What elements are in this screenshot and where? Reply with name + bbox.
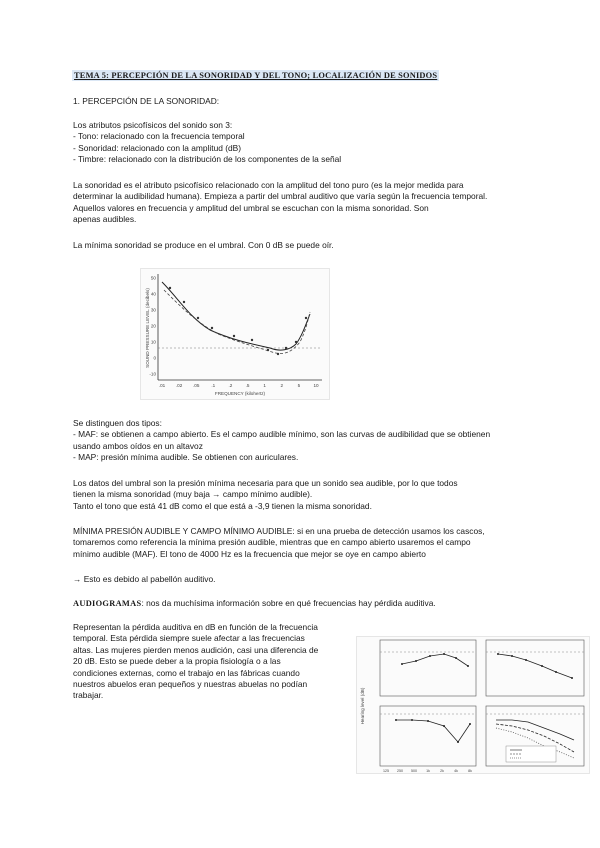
page-title: TEMA 5: PERCEPCIÓN DE LA SONORIDAD Y DEL TONO; LOCALIZACIÓN DE SONIDOS [74, 71, 438, 80]
x-tick-label: 1k [426, 769, 430, 773]
x-tick-label: .05 [193, 383, 200, 388]
text-line: MÍNIMA PRESIÓN AUDIBLE Y CAMPO MÍNIMO AUDIBLE: si en una prueba de detección usamos los cascos, [73, 526, 485, 536]
x-tick-label: .2 [228, 383, 233, 388]
text-line: tomaremos como referencia la mínima presión audible, mientras que en campo abierto usaremos el campo [73, 537, 471, 548]
text-line: Los datos del umbral son la presión mínima necesaria para que un sonido sea audible, por lo que todos [73, 478, 458, 488]
list-item: - Timbre: relacionado con la distribución de los componentes de la señal [73, 154, 342, 165]
paragraph-audiogramas [73, 598, 533, 609]
x-tick-label: 10 [313, 383, 319, 388]
tipos-block [73, 418, 533, 464]
paragraph-pabellon: → Esto es debido al pabellón auditivo. [73, 574, 216, 584]
text-line: - MAP: presión mínima audible. Se obtienen con auriculares. [73, 452, 299, 463]
text-line: usando ambos oídos en un altavoz [73, 440, 203, 451]
paragraph-perdida [73, 622, 345, 702]
audiogramas-label: AUDIOGRAMAS [73, 599, 142, 608]
y-tick-label: -10 [149, 371, 156, 377]
text-line: nuestros abuelos eran pequeños y nuestras abuelas no podían [73, 679, 308, 690]
x-tick-label: 250 [397, 769, 403, 773]
x-tick-label: .02 [175, 383, 183, 388]
x-tick-label: 1 [263, 383, 266, 388]
text-line: La sonoridad es el atributo psicofísico relacionado con la amplitud del tono puro (es la mejor medida para [73, 180, 464, 190]
y-tick-label: 0 [153, 355, 156, 361]
y-tick-label: 50 [150, 275, 156, 281]
x-tick-label: 5 [297, 383, 301, 388]
paragraph-minima: La mínima sonoridad se produce en el umbral. Con 0 dB se puede oír. [73, 240, 334, 250]
section-heading: 1. PERCEPCIÓN DE LA SONORIDAD: [73, 96, 220, 106]
text-line: altas. Las mujeres pierden menos audición, casi una diferencia de [73, 644, 319, 655]
audiogram-ylabel: Hearing level (dB) [360, 687, 365, 725]
x-tick-label: 2 [280, 383, 284, 388]
text-line: determinar la audibilidad humana). Empieza a partir del umbral auditivo que varía según la frecuencia temporal. [73, 191, 488, 202]
attributes-list [73, 120, 533, 166]
y-tick-label: 40 [150, 291, 156, 297]
y-tick-label: 30 [150, 307, 156, 313]
text-line: 20 dB. Esto se puede deber a la propia fisiología o a las [73, 656, 281, 667]
text-line: Tanto el tono que está 41 dB como el que está a -3,9 tienen la misma sonoridad. [73, 500, 372, 511]
text-line: Aquellos valores en frecuencia y amplitud del umbral se escuchan con la misma sonoridad. Son [73, 202, 429, 213]
x-tick-label: .5 [245, 383, 250, 388]
y-tick-label: 10 [150, 339, 156, 345]
list-item: - Tono: relacionado con la frecuencia temporal [73, 131, 245, 142]
chart-xlabel: FREQUENCY (kilohertz) [214, 391, 266, 396]
threshold-chart [140, 268, 330, 400]
x-tick-label: 8k [468, 769, 472, 773]
x-tick-label: 4k [454, 769, 458, 773]
paragraph-sonoridad [73, 180, 533, 226]
text-line: apenas audibles. [73, 214, 137, 225]
paragraph-datos-umbral [73, 478, 533, 512]
attributes-intro: Los atributos psicofísicos del sonido son 3: [73, 120, 233, 130]
text-line: - MAF: se obtienen a campo abierto. Es el campo audible mínimo, son las curvas de audibilidad que se obtienen [73, 429, 491, 440]
text-line: mínimo audible (MAF). El tono de 4000 Hz es la frecuencia que mejor se oye en campo abierto [73, 548, 426, 559]
threshold-chart-svg [140, 268, 330, 400]
y-tick-label: 20 [150, 323, 156, 329]
text-line: tienen la misma sonoridad (muy baja → campo mínimo audible). [73, 489, 313, 500]
x-tick-label: .1 [211, 383, 216, 388]
text-line: condiciones externas, como el trabajo en las fábricas cuando [73, 667, 300, 678]
paragraph-minima-presion [73, 526, 533, 560]
x-tick-label: .01 [158, 383, 166, 388]
chart-ylabel: SOUND PRESSURE LEVEL (decibels) [145, 288, 150, 368]
text-line: temporal. Esta pérdida siempre suele afectar a las frecuencias [73, 633, 305, 644]
audiogram-figure [356, 636, 590, 774]
tipos-intro: Se distinguen dos tipos: [73, 418, 162, 428]
list-item: - Sonoridad: relacionado con la amplitud (dB) [73, 142, 242, 153]
audiogramas-text: : nos da muchísima información sobre en qué frecuencias hay pérdida auditiva. [141, 598, 436, 608]
audiogram-figure-svg [356, 636, 590, 774]
text-line: Representan la pérdida auditiva en dB en función de la frecuencia [73, 622, 318, 632]
text-line: trabajar. [73, 690, 104, 701]
x-tick-label: 2k [440, 769, 444, 773]
x-tick-label: 125 [383, 769, 389, 773]
x-tick-label: 500 [411, 769, 417, 773]
